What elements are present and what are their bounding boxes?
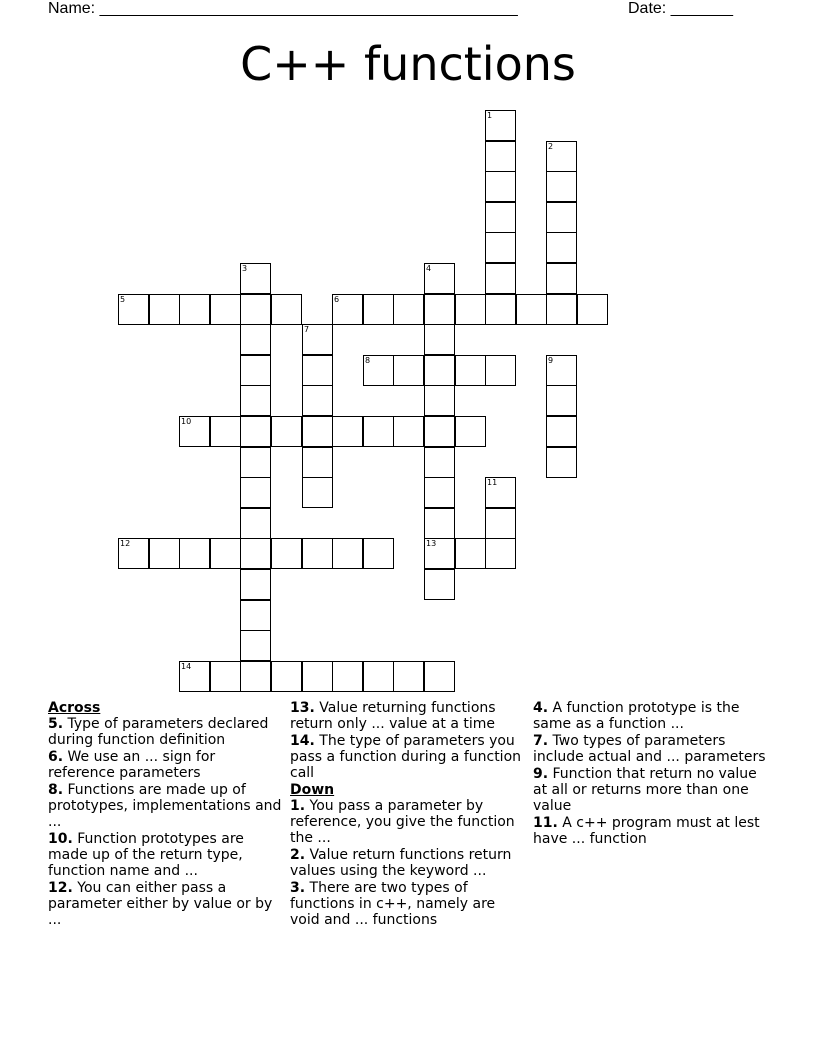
grid-cell[interactable] <box>363 355 394 386</box>
clue-across-10: 10. Function prototypes are made up of the return type, function name and ... <box>48 831 244 879</box>
grid-cell[interactable] <box>240 508 271 539</box>
grid-cell[interactable] <box>485 232 516 263</box>
grid-cell[interactable] <box>302 538 333 569</box>
grid-cell[interactable] <box>363 416 394 447</box>
grid-cell[interactable] <box>546 141 577 172</box>
clue-across-14: 14. The type of parameters you pass a function during a function call <box>290 733 522 781</box>
grid-cell[interactable] <box>240 355 271 386</box>
grid-cell[interactable] <box>240 294 271 325</box>
clue-across-13: 13. Value returning functions return only ... value at a time <box>290 700 496 732</box>
clue-down-11: 11. A c++ program must at lest have ... function <box>533 815 760 847</box>
grid-cell[interactable] <box>424 508 455 539</box>
grid-cell[interactable] <box>455 294 486 325</box>
clue-number: 14 <box>181 662 192 671</box>
grid-cell[interactable] <box>332 538 363 569</box>
grid-cell[interactable] <box>271 416 302 447</box>
grid-cell[interactable] <box>302 661 333 692</box>
clue-down-2: 2. Value return functions return values using the keyword ... <box>290 847 512 879</box>
across-heading: Across <box>48 700 101 716</box>
grid-cell[interactable] <box>485 110 516 141</box>
grid-cell[interactable] <box>393 661 424 692</box>
clue-number: 3 <box>242 264 248 273</box>
grid-cell[interactable] <box>271 294 302 325</box>
clue-number: 5 <box>120 295 126 304</box>
name-field-label: Name: _______________________________________________ <box>48 0 518 17</box>
grid-cell[interactable] <box>424 477 455 508</box>
grid-cell[interactable] <box>179 661 210 692</box>
grid-cell[interactable] <box>240 385 271 416</box>
grid-cell[interactable] <box>118 294 149 325</box>
grid-cell[interactable] <box>546 294 577 325</box>
grid-cell[interactable] <box>240 600 271 631</box>
grid-cell[interactable] <box>424 263 455 294</box>
page-title: C++ functions <box>240 37 576 91</box>
grid-cell[interactable] <box>240 569 271 600</box>
grid-cell[interactable] <box>485 538 516 569</box>
grid-cell[interactable] <box>332 416 363 447</box>
grid-cell[interactable] <box>485 508 516 539</box>
grid-cell[interactable] <box>424 294 455 325</box>
down-heading: Down <box>290 782 335 798</box>
grid-cell[interactable] <box>240 477 271 508</box>
grid-cell[interactable] <box>332 661 363 692</box>
grid-cell[interactable] <box>118 538 149 569</box>
grid-cell[interactable] <box>424 416 455 447</box>
grid-cell[interactable] <box>546 232 577 263</box>
grid-cell[interactable] <box>210 661 241 692</box>
grid-cell[interactable] <box>240 661 271 692</box>
grid-cell[interactable] <box>179 294 210 325</box>
grid-cell[interactable] <box>485 141 516 172</box>
clue-number: 6 <box>334 295 340 304</box>
grid-cell[interactable] <box>393 294 424 325</box>
grid-cell[interactable] <box>363 661 394 692</box>
clues-column-1 <box>48 700 286 929</box>
grid-cell[interactable] <box>363 294 394 325</box>
grid-cell[interactable] <box>332 294 363 325</box>
grid-cell[interactable] <box>302 385 333 416</box>
grid-cell[interactable] <box>302 324 333 355</box>
grid-cell[interactable] <box>546 416 577 447</box>
grid-cell[interactable] <box>240 538 271 569</box>
grid-cell[interactable] <box>240 630 271 661</box>
clues-column-3 <box>533 700 771 848</box>
grid-cell[interactable] <box>485 171 516 202</box>
grid-cell[interactable] <box>393 355 424 386</box>
grid-cell[interactable] <box>240 263 271 294</box>
grid-cell[interactable] <box>302 447 333 478</box>
grid-cell[interactable] <box>577 294 608 325</box>
date-field-label: Date: _______ <box>628 0 733 17</box>
clue-down-1: 1. You pass a parameter by reference, you give the function the ... <box>290 798 515 846</box>
grid-cell[interactable] <box>424 324 455 355</box>
clue-number: 13 <box>426 539 437 548</box>
grid-cell[interactable] <box>302 416 333 447</box>
grid-cell[interactable] <box>424 447 455 478</box>
grid-cell[interactable] <box>424 538 455 569</box>
grid-cell[interactable] <box>271 538 302 569</box>
clue-number: 1 <box>487 111 493 120</box>
grid-cell[interactable] <box>424 569 455 600</box>
clue-down-3: 3. There are two types of functions in c++, namely are void and ... functions <box>290 880 496 928</box>
grid-cell[interactable] <box>424 385 455 416</box>
grid-cell[interactable] <box>363 538 394 569</box>
grid-cell[interactable] <box>455 355 486 386</box>
grid-cell[interactable] <box>546 202 577 233</box>
grid-cell[interactable] <box>424 355 455 386</box>
clue-across-6: 6. We use an ... sign for reference parameters <box>48 749 216 781</box>
grid-cell[interactable] <box>210 416 241 447</box>
grid-cell[interactable] <box>240 324 271 355</box>
clue-number: 8 <box>365 356 371 365</box>
grid-cell[interactable] <box>546 385 577 416</box>
grid-cell[interactable] <box>149 538 180 569</box>
grid-cell[interactable] <box>302 477 333 508</box>
clue-number: 10 <box>181 417 192 426</box>
grid-cell[interactable] <box>271 661 302 692</box>
clue-across-12: 12. You can either pass a parameter either by value or by ... <box>48 880 273 928</box>
grid-cell[interactable] <box>179 416 210 447</box>
clue-number: 2 <box>548 142 554 151</box>
grid-cell[interactable] <box>485 355 516 386</box>
grid-cell[interactable] <box>240 447 271 478</box>
grid-cell[interactable] <box>455 416 486 447</box>
grid-cell[interactable] <box>485 202 516 233</box>
grid-cell[interactable] <box>393 416 424 447</box>
grid-cell[interactable] <box>302 355 333 386</box>
clue-down-7: 7. Two types of parameters include actual and ... parameters <box>533 733 766 765</box>
clue-number: 11 <box>487 478 498 487</box>
grid-cell[interactable] <box>546 355 577 386</box>
clue-number: 12 <box>120 539 131 548</box>
clue-down-9: 9. Function that return no value at all or returns more than one value <box>533 766 757 814</box>
clue-number: 9 <box>548 356 554 365</box>
grid-cell[interactable] <box>546 447 577 478</box>
clue-number: 7 <box>304 325 310 334</box>
grid-cell[interactable] <box>149 294 180 325</box>
clue-down-4: 4. A function prototype is the same as a function ... <box>533 700 740 732</box>
clue-across-5: 5. Type of parameters declared during function definition <box>48 716 269 748</box>
grid-cell[interactable] <box>546 171 577 202</box>
grid-cell[interactable] <box>546 263 577 294</box>
grid-cell[interactable] <box>516 294 547 325</box>
grid-cell[interactable] <box>240 416 271 447</box>
grid-cell[interactable] <box>179 538 210 569</box>
grid-cell[interactable] <box>485 294 516 325</box>
grid-cell[interactable] <box>210 294 241 325</box>
clues-column-2 <box>290 700 528 929</box>
grid-cell[interactable] <box>485 263 516 294</box>
grid-cell[interactable] <box>210 538 241 569</box>
clue-across-8: 8. Functions are made up of prototypes, implementations and ... <box>48 782 282 830</box>
grid-cell[interactable] <box>455 538 486 569</box>
grid-cell[interactable] <box>485 477 516 508</box>
clue-number: 4 <box>426 264 432 273</box>
grid-cell[interactable] <box>424 661 455 692</box>
